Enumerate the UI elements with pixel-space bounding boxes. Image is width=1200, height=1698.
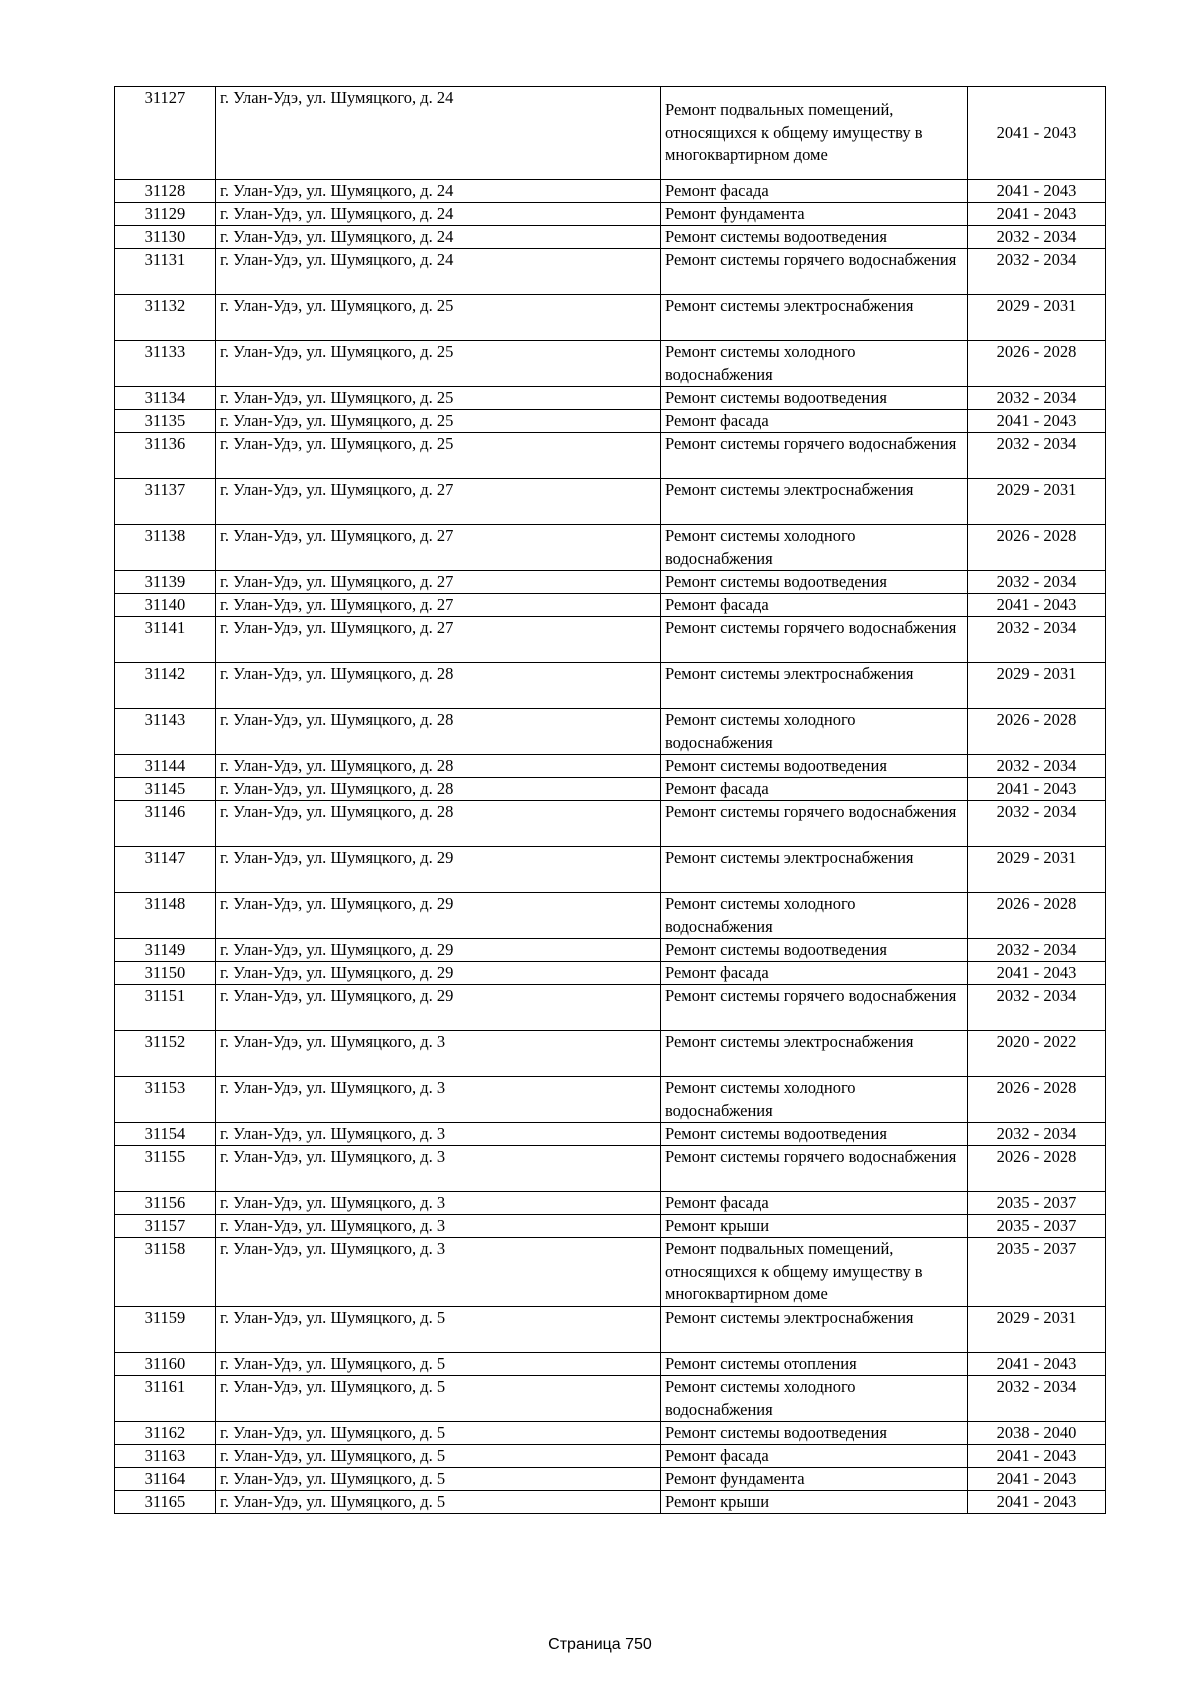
- years-cell: 2041 - 2043: [968, 962, 1106, 985]
- work-type-cell: Ремонт системы горячего водоснабжения: [661, 433, 968, 479]
- work-type-cell: Ремонт фасада: [661, 778, 968, 801]
- years-cell: 2035 - 2037: [968, 1238, 1106, 1307]
- row-id-cell: 31164: [115, 1468, 216, 1491]
- address-cell: г. Улан-Удэ, ул. Шумяцкого, д. 28: [216, 778, 661, 801]
- years-cell: 2029 - 2031: [968, 847, 1106, 893]
- years-cell: 2041 - 2043: [968, 1491, 1106, 1514]
- table-row: [115, 1445, 1106, 1468]
- table-row: [115, 847, 1106, 893]
- work-type-cell: Ремонт фасада: [661, 1445, 968, 1468]
- work-type-cell: Ремонт системы холодного водоснабжения: [661, 525, 968, 571]
- address-cell: г. Улан-Удэ, ул. Шумяцкого, д. 24: [216, 249, 661, 295]
- address-cell: г. Улан-Удэ, ул. Шумяцкого, д. 27: [216, 617, 661, 663]
- years-cell: 2032 - 2034: [968, 571, 1106, 594]
- work-type-cell: Ремонт системы электроснабжения: [661, 663, 968, 709]
- work-type-cell: Ремонт фасада: [661, 962, 968, 985]
- years-cell: 2035 - 2037: [968, 1192, 1106, 1215]
- work-type-cell: Ремонт системы электроснабжения: [661, 295, 968, 341]
- work-type-cell: Ремонт системы водоотведения: [661, 571, 968, 594]
- years-cell: 2041 - 2043: [968, 203, 1106, 226]
- years-cell: 2032 - 2034: [968, 617, 1106, 663]
- table-row: [115, 226, 1106, 249]
- years-cell: 2026 - 2028: [968, 525, 1106, 571]
- work-type-cell: Ремонт системы холодного водоснабжения: [661, 709, 968, 755]
- years-cell: 2026 - 2028: [968, 1146, 1106, 1192]
- address-cell: г. Улан-Удэ, ул. Шумяцкого, д. 3: [216, 1123, 661, 1146]
- row-id-cell: 31137: [115, 479, 216, 525]
- table-row: [115, 1192, 1106, 1215]
- work-type-cell: Ремонт системы водоотведения: [661, 1123, 968, 1146]
- address-cell: г. Улан-Удэ, ул. Шумяцкого, д. 27: [216, 571, 661, 594]
- row-id-cell: 31161: [115, 1376, 216, 1422]
- row-id-cell: 31140: [115, 594, 216, 617]
- row-id-cell: 31165: [115, 1491, 216, 1514]
- address-cell: г. Улан-Удэ, ул. Шумяцкого, д. 29: [216, 847, 661, 893]
- table-row: [115, 1422, 1106, 1445]
- years-cell: 2032 - 2034: [968, 387, 1106, 410]
- years-cell: 2029 - 2031: [968, 295, 1106, 341]
- address-cell: г. Улан-Удэ, ул. Шумяцкого, д. 24: [216, 226, 661, 249]
- work-type-cell: Ремонт системы водоотведения: [661, 226, 968, 249]
- table-row: [115, 1468, 1106, 1491]
- row-id-cell: 31152: [115, 1031, 216, 1077]
- repair-schedule-table: [114, 86, 1106, 1514]
- work-type-cell: Ремонт фасада: [661, 594, 968, 617]
- work-type-cell: Ремонт системы водоотведения: [661, 939, 968, 962]
- years-cell: 2032 - 2034: [968, 249, 1106, 295]
- row-id-cell: 31132: [115, 295, 216, 341]
- table-row: [115, 801, 1106, 847]
- row-id-cell: 31151: [115, 985, 216, 1031]
- table-row: [115, 939, 1106, 962]
- years-cell: 2041 - 2043: [968, 778, 1106, 801]
- years-cell: 2041 - 2043: [968, 410, 1106, 433]
- table-row: [115, 387, 1106, 410]
- table-row: [115, 1146, 1106, 1192]
- address-cell: г. Улан-Удэ, ул. Шумяцкого, д. 3: [216, 1031, 661, 1077]
- years-cell: 2032 - 2034: [968, 755, 1106, 778]
- years-cell: 2032 - 2034: [968, 1123, 1106, 1146]
- row-id-cell: 31160: [115, 1353, 216, 1376]
- table-row: [115, 778, 1106, 801]
- row-id-cell: 31159: [115, 1307, 216, 1353]
- row-id-cell: 31156: [115, 1192, 216, 1215]
- years-cell: 2041 - 2043: [968, 594, 1106, 617]
- table-row: [115, 1307, 1106, 1353]
- row-id-cell: 31133: [115, 341, 216, 387]
- work-type-cell: Ремонт системы водоотведения: [661, 1422, 968, 1445]
- address-cell: г. Улан-Удэ, ул. Шумяцкого, д. 28: [216, 663, 661, 709]
- row-id-cell: 31146: [115, 801, 216, 847]
- row-id-cell: 31150: [115, 962, 216, 985]
- address-cell: г. Улан-Удэ, ул. Шумяцкого, д. 3: [216, 1192, 661, 1215]
- address-cell: г. Улан-Удэ, ул. Шумяцкого, д. 27: [216, 525, 661, 571]
- years-cell: 2032 - 2034: [968, 433, 1106, 479]
- work-type-cell: Ремонт подвальных помещений, относящихся к общему имуществу в многоквартирном доме: [661, 1238, 968, 1307]
- years-cell: 2029 - 2031: [968, 1307, 1106, 1353]
- table-row: [115, 1077, 1106, 1123]
- work-type-cell: Ремонт системы горячего водоснабжения: [661, 1146, 968, 1192]
- row-id-cell: 31145: [115, 778, 216, 801]
- row-id-cell: 31127: [115, 87, 216, 180]
- work-type-cell: Ремонт системы электроснабжения: [661, 1307, 968, 1353]
- years-cell: 2041 - 2043: [968, 1353, 1106, 1376]
- table-row: [115, 985, 1106, 1031]
- table-row: [115, 87, 1106, 180]
- table-row: [115, 410, 1106, 433]
- row-id-cell: 31148: [115, 893, 216, 939]
- years-cell: 2041 - 2043: [968, 180, 1106, 203]
- work-type-cell: Ремонт системы водоотведения: [661, 387, 968, 410]
- years-cell: 2032 - 2034: [968, 801, 1106, 847]
- years-cell: 2032 - 2034: [968, 939, 1106, 962]
- years-cell: 2032 - 2034: [968, 226, 1106, 249]
- work-type-cell: Ремонт системы холодного водоснабжения: [661, 893, 968, 939]
- table-row: [115, 525, 1106, 571]
- years-cell: 2032 - 2034: [968, 985, 1106, 1031]
- row-id-cell: 31129: [115, 203, 216, 226]
- address-cell: г. Улан-Удэ, ул. Шумяцкого, д. 5: [216, 1422, 661, 1445]
- work-type-cell: Ремонт системы холодного водоснабжения: [661, 1376, 968, 1422]
- address-cell: г. Улан-Удэ, ул. Шумяцкого, д. 25: [216, 433, 661, 479]
- table-row: [115, 479, 1106, 525]
- work-type-cell: Ремонт системы электроснабжения: [661, 1031, 968, 1077]
- address-cell: г. Улан-Удэ, ул. Шумяцкого, д. 29: [216, 985, 661, 1031]
- table-row: [115, 1031, 1106, 1077]
- table-row: [115, 571, 1106, 594]
- address-cell: г. Улан-Удэ, ул. Шумяцкого, д. 25: [216, 410, 661, 433]
- table-row: [115, 617, 1106, 663]
- row-id-cell: 31135: [115, 410, 216, 433]
- work-type-cell: Ремонт системы холодного водоснабжения: [661, 341, 968, 387]
- work-type-cell: Ремонт системы холодного водоснабжения: [661, 1077, 968, 1123]
- row-id-cell: 31143: [115, 709, 216, 755]
- row-id-cell: 31142: [115, 663, 216, 709]
- table-row: [115, 1353, 1106, 1376]
- work-type-cell: Ремонт системы горячего водоснабжения: [661, 801, 968, 847]
- row-id-cell: 31131: [115, 249, 216, 295]
- years-cell: 2038 - 2040: [968, 1422, 1106, 1445]
- table-row: [115, 755, 1106, 778]
- address-cell: г. Улан-Удэ, ул. Шумяцкого, д. 5: [216, 1353, 661, 1376]
- table-row: [115, 962, 1106, 985]
- address-cell: г. Улан-Удэ, ул. Шумяцкого, д. 5: [216, 1376, 661, 1422]
- table-row: [115, 180, 1106, 203]
- row-id-cell: 31144: [115, 755, 216, 778]
- work-type-cell: Ремонт системы горячего водоснабжения: [661, 617, 968, 663]
- address-cell: г. Улан-Удэ, ул. Шумяцкого, д. 3: [216, 1215, 661, 1238]
- address-cell: г. Улан-Удэ, ул. Шумяцкого, д. 28: [216, 801, 661, 847]
- row-id-cell: 31153: [115, 1077, 216, 1123]
- years-cell: 2029 - 2031: [968, 663, 1106, 709]
- row-id-cell: 31130: [115, 226, 216, 249]
- years-cell: 2041 - 2043: [968, 1445, 1106, 1468]
- address-cell: г. Улан-Удэ, ул. Шумяцкого, д. 28: [216, 709, 661, 755]
- address-cell: г. Улан-Удэ, ул. Шумяцкого, д. 29: [216, 962, 661, 985]
- address-cell: г. Улан-Удэ, ул. Шумяцкого, д. 25: [216, 295, 661, 341]
- row-id-cell: 31149: [115, 939, 216, 962]
- row-id-cell: 31154: [115, 1123, 216, 1146]
- work-type-cell: Ремонт системы водоотведения: [661, 755, 968, 778]
- work-type-cell: Ремонт крыши: [661, 1215, 968, 1238]
- work-type-cell: Ремонт крыши: [661, 1491, 968, 1514]
- row-id-cell: 31163: [115, 1445, 216, 1468]
- years-cell: 2026 - 2028: [968, 893, 1106, 939]
- table-row: [115, 249, 1106, 295]
- years-cell: 2029 - 2031: [968, 479, 1106, 525]
- table-row: [115, 433, 1106, 479]
- address-cell: г. Улан-Удэ, ул. Шумяцкого, д. 29: [216, 939, 661, 962]
- years-cell: 2020 - 2022: [968, 1031, 1106, 1077]
- work-type-cell: Ремонт фасада: [661, 180, 968, 203]
- work-type-cell: Ремонт подвальных помещений, относящихся к общему имуществу в многоквартирном доме: [661, 87, 968, 180]
- table-row: [115, 1238, 1106, 1307]
- work-type-cell: Ремонт системы электроснабжения: [661, 479, 968, 525]
- table-row: [115, 1123, 1106, 1146]
- address-cell: г. Улан-Удэ, ул. Шумяцкого, д. 3: [216, 1238, 661, 1307]
- row-id-cell: 31134: [115, 387, 216, 410]
- row-id-cell: 31157: [115, 1215, 216, 1238]
- years-cell: 2041 - 2043: [968, 1468, 1106, 1491]
- years-cell: 2026 - 2028: [968, 341, 1106, 387]
- address-cell: г. Улан-Удэ, ул. Шумяцкого, д. 29: [216, 893, 661, 939]
- table-row: [115, 1376, 1106, 1422]
- address-cell: г. Улан-Удэ, ул. Шумяцкого, д. 5: [216, 1491, 661, 1514]
- years-cell: 2026 - 2028: [968, 1077, 1106, 1123]
- row-id-cell: 31139: [115, 571, 216, 594]
- work-type-cell: Ремонт фасада: [661, 410, 968, 433]
- work-type-cell: Ремонт системы горячего водоснабжения: [661, 985, 968, 1031]
- address-cell: г. Улан-Удэ, ул. Шумяцкого, д. 27: [216, 594, 661, 617]
- work-type-cell: Ремонт системы электроснабжения: [661, 847, 968, 893]
- row-id-cell: 31138: [115, 525, 216, 571]
- row-id-cell: 31128: [115, 180, 216, 203]
- table-row: [115, 341, 1106, 387]
- row-id-cell: 31141: [115, 617, 216, 663]
- row-id-cell: 31155: [115, 1146, 216, 1192]
- address-cell: г. Улан-Удэ, ул. Шумяцкого, д. 5: [216, 1468, 661, 1491]
- row-id-cell: 31158: [115, 1238, 216, 1307]
- address-cell: г. Улан-Удэ, ул. Шумяцкого, д. 24: [216, 180, 661, 203]
- address-cell: г. Улан-Удэ, ул. Шумяцкого, д. 25: [216, 341, 661, 387]
- address-cell: г. Улан-Удэ, ул. Шумяцкого, д. 3: [216, 1077, 661, 1123]
- address-cell: г. Улан-Удэ, ул. Шумяцкого, д. 24: [216, 203, 661, 226]
- work-type-cell: Ремонт фасада: [661, 1192, 968, 1215]
- address-cell: г. Улан-Удэ, ул. Шумяцкого, д. 24: [216, 87, 661, 180]
- address-cell: г. Улан-Удэ, ул. Шумяцкого, д. 25: [216, 387, 661, 410]
- years-cell: 2026 - 2028: [968, 709, 1106, 755]
- years-cell: 2035 - 2037: [968, 1215, 1106, 1238]
- row-id-cell: 31162: [115, 1422, 216, 1445]
- table-row: [115, 663, 1106, 709]
- work-type-cell: Ремонт системы горячего водоснабжения: [661, 249, 968, 295]
- address-cell: г. Улан-Удэ, ул. Шумяцкого, д. 3: [216, 1146, 661, 1192]
- years-cell: 2041 - 2043: [968, 87, 1106, 180]
- row-id-cell: 31147: [115, 847, 216, 893]
- table-row: [115, 594, 1106, 617]
- years-cell: 2032 - 2034: [968, 1376, 1106, 1422]
- table-row: [115, 893, 1106, 939]
- work-type-cell: Ремонт системы отопления: [661, 1353, 968, 1376]
- work-type-cell: Ремонт фундамента: [661, 203, 968, 226]
- address-cell: г. Улан-Удэ, ул. Шумяцкого, д. 28: [216, 755, 661, 778]
- row-id-cell: 31136: [115, 433, 216, 479]
- table-body: [115, 87, 1106, 1514]
- table-row: [115, 295, 1106, 341]
- table-row: [115, 709, 1106, 755]
- table-row: [115, 1215, 1106, 1238]
- address-cell: г. Улан-Удэ, ул. Шумяцкого, д. 27: [216, 479, 661, 525]
- work-type-cell: Ремонт фундамента: [661, 1468, 968, 1491]
- address-cell: г. Улан-Удэ, ул. Шумяцкого, д. 5: [216, 1445, 661, 1468]
- table-row: [115, 1491, 1106, 1514]
- page-number: Страница 750: [548, 1636, 652, 1653]
- address-cell: г. Улан-Удэ, ул. Шумяцкого, д. 5: [216, 1307, 661, 1353]
- table-row: [115, 203, 1106, 226]
